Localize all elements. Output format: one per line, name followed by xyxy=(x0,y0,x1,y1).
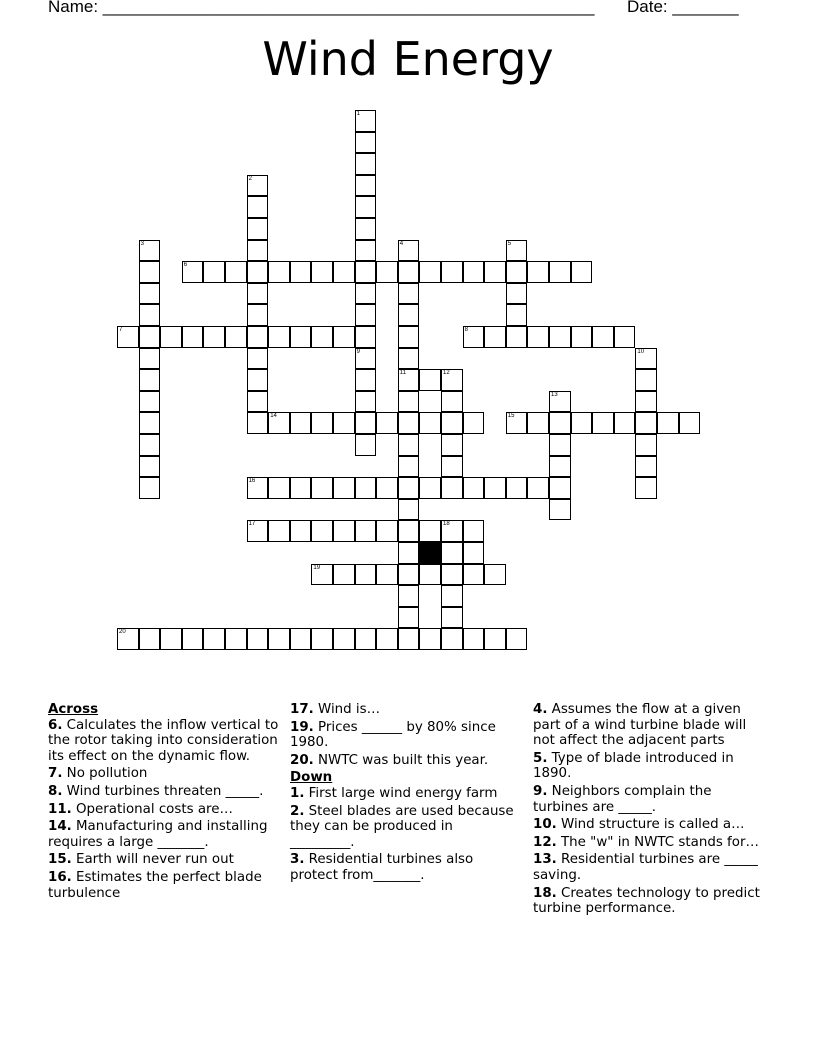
grid-cell[interactable] xyxy=(311,326,333,348)
black-cell xyxy=(419,542,441,564)
grid-cell[interactable] xyxy=(247,369,269,391)
grid-cell[interactable] xyxy=(355,175,377,197)
grid-cell[interactable] xyxy=(139,348,161,370)
grid-cell[interactable] xyxy=(463,261,485,283)
clue-item-number: 17. xyxy=(290,702,314,717)
clue-item-number: 7. xyxy=(48,766,63,782)
grid-cell[interactable] xyxy=(398,348,420,370)
grid-cell[interactable] xyxy=(657,412,679,434)
grid-cell[interactable] xyxy=(635,456,657,478)
grid-cell[interactable] xyxy=(571,326,593,348)
clue-item xyxy=(290,804,520,851)
clue-item-number: 15. xyxy=(48,852,72,868)
grid-cell[interactable] xyxy=(441,520,463,542)
clue-item-text: Wind structure is called a… xyxy=(561,817,745,833)
grid-cell[interactable] xyxy=(139,391,161,413)
clue-item-text: Creates technology to predict turbine performance. xyxy=(533,885,760,917)
clue-item xyxy=(290,852,520,883)
grid-cell[interactable] xyxy=(441,628,463,650)
clue-item-text: Steel blades are used because they can be produced in _________. xyxy=(290,803,514,850)
grid-cell[interactable] xyxy=(549,261,571,283)
grid-cell[interactable] xyxy=(549,499,571,521)
grid-cell[interactable] xyxy=(506,412,528,434)
clue-item xyxy=(533,751,763,782)
grid-cell[interactable] xyxy=(355,110,377,132)
clue-item-text: Calculates the inflow vertical to the rotor taking into consideration its effect on the dynamic flow. xyxy=(48,717,279,764)
clue-item-text: Operational costs are… xyxy=(76,801,233,817)
grid-cell[interactable] xyxy=(506,477,528,499)
grid-cell[interactable] xyxy=(527,412,549,434)
grid-cell[interactable] xyxy=(441,477,463,499)
grid-cell[interactable] xyxy=(355,153,377,175)
clue-number: 6 xyxy=(183,262,188,269)
grid-cell[interactable] xyxy=(549,326,571,348)
clue-item xyxy=(48,766,280,782)
grid-cell[interactable] xyxy=(355,218,377,240)
grid-cell[interactable] xyxy=(398,369,420,391)
grid-cell[interactable] xyxy=(268,412,290,434)
grid-cell[interactable] xyxy=(139,261,161,283)
grid-cell[interactable] xyxy=(441,607,463,629)
across-heading: Across xyxy=(48,702,99,717)
grid-cell[interactable] xyxy=(398,542,420,564)
grid-cell[interactable] xyxy=(355,391,377,413)
grid-cell[interactable] xyxy=(139,326,161,348)
clue-item-text: The "w" in NWTC stands for… xyxy=(561,834,759,850)
clue-item xyxy=(48,718,280,765)
clue-item-text: Prices ______ by 80% since 1980. xyxy=(290,719,496,751)
grid-cell[interactable] xyxy=(376,412,398,434)
grid-cell[interactable] xyxy=(398,391,420,413)
clue-item xyxy=(533,702,763,749)
grid-cell[interactable] xyxy=(182,326,204,348)
grid-cell[interactable] xyxy=(398,607,420,629)
grid-cell[interactable] xyxy=(398,412,420,434)
grid-cell[interactable] xyxy=(484,564,506,586)
clue-item-text: No pollution xyxy=(66,766,148,782)
clue-number: 18 xyxy=(443,521,450,528)
grid-cell[interactable] xyxy=(311,412,333,434)
grid-cell[interactable] xyxy=(355,477,377,499)
grid-cell[interactable] xyxy=(139,304,161,326)
grid-cell[interactable] xyxy=(311,477,333,499)
grid-cell[interactable] xyxy=(635,369,657,391)
grid-cell[interactable] xyxy=(290,628,312,650)
grid-cell[interactable] xyxy=(398,240,420,262)
grid-cell[interactable] xyxy=(635,434,657,456)
grid-cell[interactable] xyxy=(398,283,420,305)
grid-cell[interactable] xyxy=(355,520,377,542)
grid-cell[interactable] xyxy=(355,369,377,391)
clue-number: 20 xyxy=(119,629,126,636)
grid-cell[interactable] xyxy=(268,477,290,499)
grid-cell[interactable] xyxy=(247,391,269,413)
clue-number: 19 xyxy=(313,564,321,571)
grid-cell[interactable] xyxy=(398,499,420,521)
grid-cell[interactable] xyxy=(333,477,355,499)
clue-item xyxy=(48,784,280,800)
clue-number: 1 xyxy=(356,111,360,117)
clue-item xyxy=(290,786,520,802)
grid-cell[interactable] xyxy=(182,628,204,650)
grid-cell[interactable] xyxy=(398,434,420,456)
clues-column-1 xyxy=(48,702,280,903)
grid-cell[interactable] xyxy=(376,520,398,542)
grid-cell[interactable] xyxy=(225,261,247,283)
grid-cell[interactable] xyxy=(398,326,420,348)
date-field-label: Date: _______ xyxy=(627,0,739,16)
grid-cell[interactable] xyxy=(355,412,377,434)
grid-cell[interactable] xyxy=(614,412,636,434)
clue-item-number: 2. xyxy=(290,803,305,819)
clue-number: 4 xyxy=(399,240,404,247)
clue-number: 5 xyxy=(507,240,512,247)
grid-cell[interactable] xyxy=(247,348,269,370)
grid-cell[interactable] xyxy=(506,304,528,326)
clue-item-text: Neighbors complain the turbines are _____. xyxy=(533,783,712,815)
clue-item-number: 9. xyxy=(533,783,548,799)
clue-item-number: 12. xyxy=(533,834,557,850)
grid-cell[interactable] xyxy=(355,628,377,650)
grid-cell[interactable] xyxy=(139,456,161,478)
grid-cell[interactable] xyxy=(355,348,377,370)
clue-item xyxy=(533,852,763,883)
grid-cell[interactable] xyxy=(614,326,636,348)
clue-item xyxy=(48,802,280,818)
grid-cell[interactable] xyxy=(376,628,398,650)
grid-cell[interactable] xyxy=(247,628,269,650)
grid-cell[interactable] xyxy=(441,412,463,434)
clue-number: 17 xyxy=(248,521,256,528)
grid-cell[interactable] xyxy=(506,240,528,262)
grid-cell[interactable] xyxy=(203,261,225,283)
grid-cell[interactable] xyxy=(139,369,161,391)
grid-cell[interactable] xyxy=(506,283,528,305)
grid-cell[interactable] xyxy=(419,369,441,391)
clue-item-number: 20. xyxy=(290,752,314,768)
grid-cell[interactable] xyxy=(247,218,269,240)
clue-number: 8 xyxy=(464,327,468,333)
clue-item-text: Estimates the perfect blade turbulence xyxy=(48,869,262,901)
clue-number: 12 xyxy=(443,370,450,377)
grid-cell[interactable] xyxy=(527,326,549,348)
clue-item xyxy=(48,870,280,901)
grid-cell[interactable] xyxy=(247,240,269,262)
grid-cell[interactable] xyxy=(441,369,463,391)
grid-cell[interactable] xyxy=(419,412,441,434)
clue-item xyxy=(290,702,520,718)
grid-cell[interactable] xyxy=(139,628,161,650)
grid-cell[interactable] xyxy=(268,520,290,542)
grid-cell[interactable] xyxy=(527,477,549,499)
clue-item-text: Type of blade introduced in 1890. xyxy=(533,750,734,782)
grid-cell[interactable] xyxy=(398,456,420,478)
clue-item-number: 8. xyxy=(48,783,63,799)
clue-item-number: 14. xyxy=(48,819,72,835)
clue-item xyxy=(48,819,280,850)
grid-cell[interactable] xyxy=(635,348,657,370)
grid-cell[interactable] xyxy=(268,326,290,348)
grid-cell[interactable] xyxy=(247,326,269,348)
grid-cell[interactable] xyxy=(247,412,269,434)
grid-cell[interactable] xyxy=(290,412,312,434)
clue-number: 9 xyxy=(356,348,360,355)
grid-cell[interactable] xyxy=(203,628,225,650)
clue-item-text: Residential turbines also protect from_______. xyxy=(290,852,474,883)
grid-cell[interactable] xyxy=(333,520,355,542)
grid-cell[interactable] xyxy=(290,520,312,542)
clue-item-number: 13. xyxy=(533,852,557,868)
grid-cell[interactable] xyxy=(333,326,355,348)
grid-cell[interactable] xyxy=(160,628,182,650)
grid-cell[interactable] xyxy=(527,261,549,283)
grid-cell[interactable] xyxy=(333,628,355,650)
grid-cell[interactable] xyxy=(484,628,506,650)
clue-number: 13 xyxy=(551,391,558,398)
clue-item xyxy=(533,784,763,815)
grid-cell[interactable] xyxy=(571,261,593,283)
grid-cell[interactable] xyxy=(398,564,420,586)
grid-cell[interactable] xyxy=(333,564,355,586)
grid-cell[interactable] xyxy=(311,261,333,283)
grid-cell[interactable] xyxy=(139,477,161,499)
grid-cell[interactable] xyxy=(376,261,398,283)
grid-cell[interactable] xyxy=(549,391,571,413)
grid-cell[interactable] xyxy=(398,304,420,326)
clue-item xyxy=(290,753,520,769)
grid-cell[interactable] xyxy=(549,456,571,478)
grid-cell[interactable] xyxy=(463,477,485,499)
grid-cell[interactable] xyxy=(182,261,204,283)
grid-cell[interactable] xyxy=(419,477,441,499)
grid-cell[interactable] xyxy=(117,326,139,348)
clue-item-number: 5. xyxy=(533,750,548,766)
grid-cell[interactable] xyxy=(355,564,377,586)
grid-cell[interactable] xyxy=(268,261,290,283)
grid-cell[interactable] xyxy=(139,434,161,456)
grid-cell[interactable] xyxy=(290,477,312,499)
grid-cell[interactable] xyxy=(441,391,463,413)
grid-cell[interactable] xyxy=(247,261,269,283)
grid-cell[interactable] xyxy=(592,412,614,434)
grid-cell[interactable] xyxy=(506,326,528,348)
clue-item xyxy=(533,835,763,851)
grid-cell[interactable] xyxy=(635,477,657,499)
clue-item-text: First large wind energy farm xyxy=(308,785,498,801)
clue-item-text: Wind is… xyxy=(318,702,380,717)
grid-cell[interactable] xyxy=(139,240,161,262)
grid-cell[interactable] xyxy=(484,477,506,499)
grid-cell[interactable] xyxy=(398,261,420,283)
clue-number: 10 xyxy=(637,348,645,355)
grid-cell[interactable] xyxy=(463,628,485,650)
clue-item-text: Residential turbines are _____ saving. xyxy=(533,852,758,883)
grid-cell[interactable] xyxy=(247,196,269,218)
grid-cell[interactable] xyxy=(247,520,269,542)
clue-item-number: 11. xyxy=(48,801,72,817)
grid-cell[interactable] xyxy=(203,326,225,348)
grid-cell[interactable] xyxy=(290,326,312,348)
grid-cell[interactable] xyxy=(160,326,182,348)
grid-cell[interactable] xyxy=(311,628,333,650)
grid-cell[interactable] xyxy=(549,412,571,434)
grid-cell[interactable] xyxy=(419,564,441,586)
down-heading: Down xyxy=(290,770,333,786)
clues-column-2 xyxy=(290,702,520,886)
grid-cell[interactable] xyxy=(549,434,571,456)
grid-cell[interactable] xyxy=(484,326,506,348)
grid-cell[interactable] xyxy=(268,628,290,650)
grid-cell[interactable] xyxy=(679,412,701,434)
clue-number: 16 xyxy=(248,478,256,485)
grid-cell[interactable] xyxy=(355,196,377,218)
grid-cell[interactable] xyxy=(355,283,377,305)
grid-cell[interactable] xyxy=(571,412,593,434)
clue-item-number: 4. xyxy=(533,702,548,717)
grid-cell[interactable] xyxy=(333,261,355,283)
clue-number: 15 xyxy=(507,413,515,420)
clue-item xyxy=(290,720,520,751)
grid-cell[interactable] xyxy=(355,434,377,456)
grid-cell[interactable] xyxy=(355,132,377,154)
clue-number: 2 xyxy=(248,175,252,182)
clue-item xyxy=(533,886,763,917)
grid-cell[interactable] xyxy=(441,456,463,478)
grid-cell[interactable] xyxy=(247,283,269,305)
clue-number: 7 xyxy=(119,327,123,333)
grid-cell[interactable] xyxy=(355,261,377,283)
grid-cell[interactable] xyxy=(419,261,441,283)
grid-cell[interactable] xyxy=(355,240,377,262)
grid-cell[interactable] xyxy=(376,477,398,499)
grid-cell[interactable] xyxy=(311,564,333,586)
clue-number: 14 xyxy=(270,413,277,420)
clue-item xyxy=(48,852,280,868)
name-field-label: Name: ____________________________________________________ xyxy=(48,0,595,16)
clue-item-number: 6. xyxy=(48,717,63,733)
grid-cell[interactable] xyxy=(290,261,312,283)
grid-cell[interactable] xyxy=(139,412,161,434)
grid-cell[interactable] xyxy=(441,261,463,283)
grid-cell[interactable] xyxy=(506,261,528,283)
grid-cell[interactable] xyxy=(247,175,269,197)
clue-item xyxy=(533,817,763,833)
grid-cell[interactable] xyxy=(463,542,485,564)
page-title: Wind Energy xyxy=(262,32,554,86)
grid-cell[interactable] xyxy=(441,542,463,564)
clue-number: 11 xyxy=(399,370,407,377)
clues-column-3 xyxy=(533,702,763,919)
grid-cell[interactable] xyxy=(247,304,269,326)
grid-cell[interactable] xyxy=(419,520,441,542)
grid-cell[interactable] xyxy=(139,283,161,305)
clue-item-number: 16. xyxy=(48,869,72,885)
clue-item-number: 3. xyxy=(290,852,305,868)
grid-cell[interactable] xyxy=(635,412,657,434)
grid-cell[interactable] xyxy=(225,326,247,348)
grid-cell[interactable] xyxy=(592,326,614,348)
clue-item-text: Manufacturing and installing requires a large _______. xyxy=(48,819,268,850)
clue-item-text: Wind turbines threaten _____. xyxy=(66,783,264,799)
clue-item-text: Assumes the flow at a given part of a wind turbine blade will not affect the adjacent parts xyxy=(533,702,747,749)
grid-cell[interactable] xyxy=(398,520,420,542)
grid-cell[interactable] xyxy=(463,520,485,542)
grid-cell[interactable] xyxy=(311,520,333,542)
grid-cell[interactable] xyxy=(463,412,485,434)
clue-item-number: 1. xyxy=(290,785,305,801)
grid-cell[interactable] xyxy=(376,564,398,586)
grid-cell[interactable] xyxy=(419,628,441,650)
grid-cell[interactable] xyxy=(355,326,377,348)
grid-cell[interactable] xyxy=(247,477,269,499)
grid-cell[interactable] xyxy=(635,391,657,413)
grid-cell[interactable] xyxy=(117,628,139,650)
grid-cell[interactable] xyxy=(441,434,463,456)
clue-item-text: NWTC was built this year. xyxy=(318,752,489,768)
grid-cell[interactable] xyxy=(398,477,420,499)
grid-cell[interactable] xyxy=(441,585,463,607)
clue-item-number: 19. xyxy=(290,719,314,735)
grid-cell[interactable] xyxy=(225,628,247,650)
grid-cell[interactable] xyxy=(549,477,571,499)
clue-item-text: Earth will never run out xyxy=(76,852,234,868)
clue-item-number: 18. xyxy=(533,885,557,901)
grid-cell[interactable] xyxy=(398,628,420,650)
clue-number: 3 xyxy=(140,240,144,247)
grid-cell[interactable] xyxy=(441,564,463,586)
grid-cell[interactable] xyxy=(463,326,485,348)
grid-cell[interactable] xyxy=(506,628,528,650)
grid-cell[interactable] xyxy=(355,304,377,326)
grid-cell[interactable] xyxy=(333,412,355,434)
clue-item-number: 10. xyxy=(533,817,557,833)
grid-cell[interactable] xyxy=(484,261,506,283)
grid-cell[interactable] xyxy=(398,585,420,607)
grid-cell[interactable] xyxy=(463,564,485,586)
